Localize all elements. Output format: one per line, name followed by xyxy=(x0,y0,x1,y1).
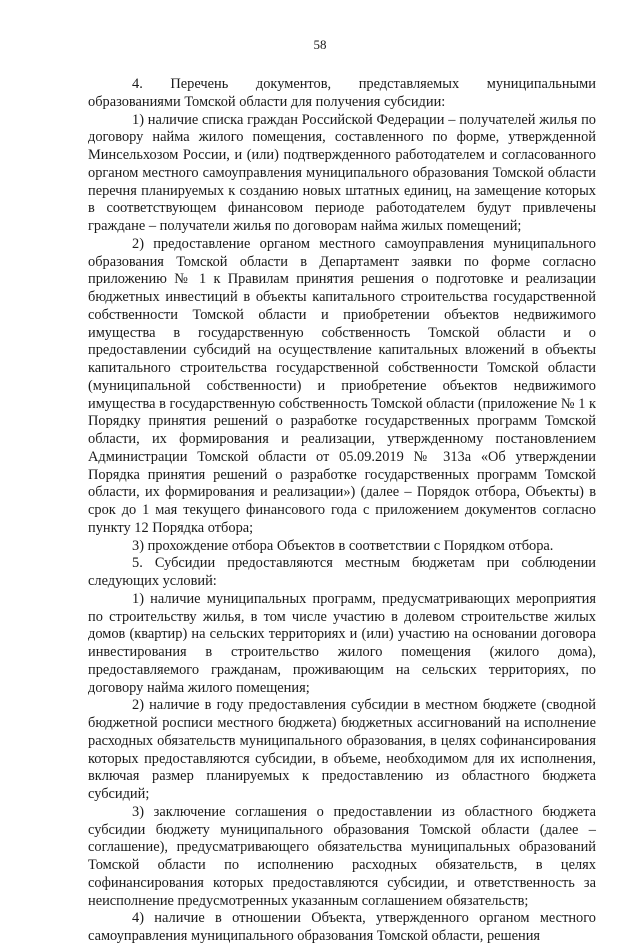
paragraph-5-3: 3) заключение соглашения о предоставлении из областного бюджета субсидии бюджету муниципального образования Томской области (далее – соглашение), предусматривающего обязательства муниципальных образований Томской области по исполнению расходных обязательств, в целях софинансирования которых предоставляются субсидии, и ответственность за неисполнение предусмотренных указанным соглашением обязательств; xyxy=(88,803,596,909)
document-body xyxy=(88,76,596,946)
paragraph-4-1: 1) наличие списка граждан Российской Федерации – получателей жилья по договору найма жилого помещения, составленного по форме, утвержденной Минсельхозом России, и (или) подтвержденного работодателем и согласованного органом местного самоуправления муниципального образования Томской области перечня планируемых к созданию новых штатных единиц, на замещение которых в соответствующем финансовом периоде работодателем будут привлечены граждане – получатели жилья по договорам найма жилых помещений; xyxy=(88,111,596,234)
paragraph-4-2: 2) предоставление органом местного самоуправления муниципального образования Томской области в Департамент заявки по форме согласно приложению № 1 к Правилам принятия решения о подготовке и реализации бюджетных инвестиций в объекты капитального строительства государственной собственности Томской области и приобретении объектов недвижимого имущества в государственную собственность Томской области и о предоставлении субсидий на осуществление капитальных вложений в объекты капитального строительства государственной собственности Томской области (муниципальной собственности) и приобретение объектов недвижимого имущества в государственную собственность Томской области (приложение № 1 к Порядку принятия решений о разработке государственных программ Томской области, их формирования и реализации, утвержденному постановлением Администрации Томской области от 05.09.2019 № 313а «Об утверждении Порядка принятия решений о разработке государственных программ Томской области, их формирования и реализации») (далее – Порядок отбора, Объекты) в срок до 1 мая текущего финансового года с приложением документов согласно пункту 12 Порядка отбора; xyxy=(88,235,596,536)
paragraph-4-3: 3) прохождение отбора Объектов в соответствии с Порядком отбора. xyxy=(132,537,554,554)
paragraph-5-2: 2) наличие в году предоставления субсидии в местном бюджете (сводной бюджетной росписи местного бюджета) бюджетных ассигнований на исполнение расходных обязательств муниципального образования, в целях софинансирования которых предоставляются субсидии, в объеме, необходимом для их исполнения, включая размер планируемых к предоставлению из областного бюджета субсидий; xyxy=(88,697,596,802)
paragraph-5-1: 1) наличие муниципальных программ, предусматривающих мероприятия по строительству жилья, в том числе участию в долевом строительстве жилых домов (квартир) на сельских территориях и (или) участию на основании договора инвестирования в строительство жилого помещения (жилого дома), предоставляемого гражданам, проживающим на сельских территориях, по договору найма жилого помещения; xyxy=(88,590,596,696)
paragraph-5-4: 4) наличие в отношении Объекта, утвержденного органом местного самоуправления муниципального образования Томской области, решения xyxy=(88,910,596,944)
paragraph-item-5: 5. Субсидии предоставляются местным бюджетам при соблюдении следующих условий: xyxy=(88,555,596,589)
paragraph-item-4: 4. Перечень документов, представляемых муниципальными образованиями Томской области для получения субсидии: xyxy=(88,76,596,110)
page-number: 58 xyxy=(313,37,327,52)
